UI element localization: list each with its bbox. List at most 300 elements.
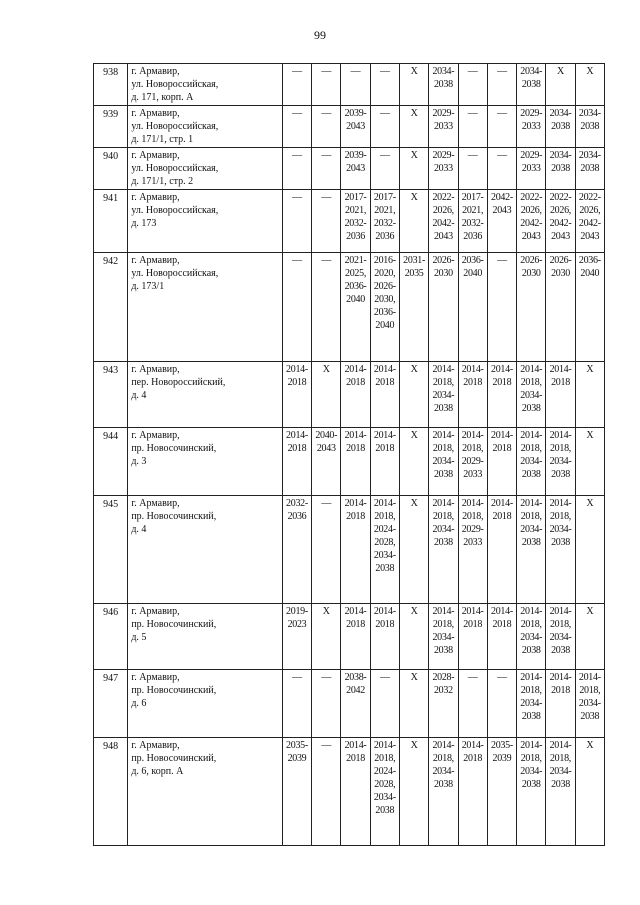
row-number: 943: [94, 362, 128, 428]
period-value: 2038: [433, 469, 453, 480]
period-cell: [341, 253, 370, 362]
period-value: 2038: [551, 779, 570, 790]
period-cell: [282, 428, 311, 496]
address-line: ул. Новороссийская,: [131, 268, 219, 279]
period-value: 2032: [433, 685, 453, 696]
period-value: 2024-: [373, 524, 396, 535]
address-line: пр. Новосочинский,: [131, 619, 217, 630]
period-cell: [399, 362, 428, 428]
period-value: 2018,: [520, 619, 542, 630]
period-value: 2018: [375, 619, 395, 630]
period-cell: [546, 64, 575, 106]
period-value: 2034-: [520, 766, 543, 777]
table-row: [94, 253, 605, 362]
period-value: 2036: [375, 231, 395, 242]
period-value: 2043: [346, 121, 365, 132]
period-cell: [312, 64, 341, 106]
period-cell: [429, 738, 458, 846]
period-cell: [282, 64, 311, 106]
period-value: 2018,: [432, 377, 454, 388]
address-cell: [128, 64, 283, 106]
period-value: 2014-: [520, 740, 543, 751]
period-value: 2014-: [461, 740, 484, 751]
address-cell: [128, 496, 283, 604]
address-line: г. Армавир,: [131, 192, 180, 203]
period-cell: [282, 496, 311, 604]
period-value: 2043: [521, 231, 541, 242]
period-value: 2030: [551, 268, 570, 279]
period-cell: [341, 362, 370, 428]
period-value: 2018: [492, 619, 512, 630]
period-value: 2018: [287, 443, 307, 454]
period-value: 2022-: [432, 192, 455, 203]
period-value: 2040: [346, 294, 365, 305]
period-value: 2034-: [549, 456, 572, 467]
period-cell: [575, 496, 604, 604]
period-value: 2014-: [344, 606, 367, 617]
period-cell: [546, 604, 575, 670]
period-value: 2028,: [374, 779, 396, 790]
period-cell: [546, 670, 575, 738]
period-value: 2033: [433, 121, 453, 132]
address-line: ул. Новороссийская,: [131, 163, 219, 174]
period-value: 2017-: [373, 192, 396, 203]
period-value: 2040-: [315, 430, 338, 441]
period-value: —: [497, 255, 507, 266]
period-value: —: [292, 66, 302, 77]
period-value: 2029-: [520, 150, 543, 161]
period-value: 2018: [551, 685, 570, 696]
table-row: [94, 670, 605, 738]
period-value: 2018: [463, 753, 483, 764]
period-value: —: [321, 498, 332, 509]
address-cell: [128, 362, 283, 428]
period-value: 2014-: [549, 672, 572, 683]
period-value: 2018: [287, 377, 307, 388]
period-cell: [517, 428, 546, 496]
period-value: 2030: [521, 268, 541, 279]
period-cell: [429, 496, 458, 604]
period-value: 2014-: [520, 672, 543, 683]
period-value: 2024-: [373, 766, 396, 777]
address-cell: [128, 738, 283, 846]
row-number: 948: [94, 738, 128, 846]
address-cell: [128, 428, 283, 496]
period-cell: [575, 604, 604, 670]
row-number: 939: [94, 106, 128, 148]
period-cell: [487, 190, 516, 253]
period-value: 2034-: [432, 632, 455, 643]
period-cell: [546, 190, 575, 253]
period-value: 2025,: [345, 268, 367, 279]
period-cell: [341, 604, 370, 670]
period-cell: [370, 106, 399, 148]
address-line: д. 4: [131, 390, 147, 401]
period-value: 2032-: [344, 218, 367, 229]
period-cell: [341, 496, 370, 604]
period-value: 2029-: [520, 108, 543, 119]
period-value: 2021,: [345, 205, 367, 216]
period-cell: [546, 428, 575, 496]
period-cell: [546, 253, 575, 362]
period-cell: [517, 362, 546, 428]
period-value: 2034-: [520, 390, 543, 401]
period-value: 2034-: [520, 66, 543, 77]
period-value: 2038: [433, 537, 453, 548]
period-value: 2033: [521, 121, 541, 132]
period-value: 2018,: [520, 685, 542, 696]
period-cell: [487, 106, 516, 148]
address-line: г. Армавир,: [131, 66, 180, 77]
period-value: 2014-: [549, 740, 572, 751]
period-value: 2030: [433, 268, 453, 279]
period-value: 2018,: [520, 511, 542, 522]
period-cell: [399, 428, 428, 496]
period-value: 2034-: [549, 108, 572, 119]
period-cell: [312, 604, 341, 670]
period-value: 2022-: [578, 192, 601, 203]
period-value: 2018: [375, 443, 395, 454]
period-value: 2038: [551, 469, 570, 480]
period-value: 2036-: [373, 307, 396, 318]
period-cell: [341, 670, 370, 738]
period-value: 2014-: [286, 364, 308, 375]
period-value: —: [292, 108, 302, 119]
period-cell: [341, 190, 370, 253]
period-value: 2039: [287, 753, 307, 764]
period-value: 2029-: [432, 108, 455, 119]
row-number: 944: [94, 428, 128, 496]
address-line: ул. Новороссийская,: [131, 205, 219, 216]
address-line: пр. Новосочинский,: [131, 443, 217, 454]
row-number: 946: [94, 604, 128, 670]
period-value: 2034-: [578, 108, 601, 119]
period-cell: [312, 253, 341, 362]
period-cell: [487, 496, 516, 604]
period-value: 2021-: [344, 255, 367, 266]
address-line: д. 3: [131, 456, 147, 467]
period-cell: [575, 190, 604, 253]
period-value: 2032-: [373, 218, 396, 229]
period-cell: [399, 604, 428, 670]
period-cell: [517, 604, 546, 670]
period-cell: [312, 670, 341, 738]
period-cell: [399, 106, 428, 148]
period-value: 2014-: [373, 364, 396, 375]
period-value: 2028,: [374, 537, 396, 548]
address-line: г. Армавир,: [131, 498, 180, 509]
period-value: 2036-: [578, 255, 601, 266]
period-value: —: [379, 672, 390, 683]
period-cell: [546, 148, 575, 190]
period-cell: [458, 428, 487, 496]
period-value: 2034-: [578, 698, 601, 709]
period-cell: [458, 64, 487, 106]
address-line: г. Армавир,: [131, 672, 180, 683]
period-value: 2018: [346, 377, 365, 388]
address-line: г. Армавир,: [131, 606, 180, 617]
period-value: 2014-: [491, 606, 513, 617]
period-cell: [370, 253, 399, 362]
period-value: —: [379, 108, 390, 119]
period-value: 2038: [521, 403, 541, 414]
period-value: 2019-: [286, 606, 308, 617]
period-value: 2026,: [579, 205, 601, 216]
period-value: 2029-: [461, 456, 484, 467]
address-line: г. Армавир,: [131, 108, 180, 119]
period-value: 2014-: [461, 498, 484, 509]
period-cell: [517, 253, 546, 362]
period-cell: [429, 604, 458, 670]
period-value: 2014-: [432, 364, 455, 375]
period-cell: [458, 106, 487, 148]
period-cell: [546, 106, 575, 148]
period-value: 2014-: [491, 498, 513, 509]
period-cell: [370, 738, 399, 846]
period-value: 2014-: [373, 498, 396, 509]
period-value: 2023: [287, 619, 307, 630]
period-value: Х: [410, 606, 418, 617]
period-value: 2038: [521, 779, 541, 790]
period-value: Х: [322, 606, 330, 617]
period-cell: [458, 670, 487, 738]
period-value: 2018,: [462, 511, 484, 522]
period-cell: [429, 428, 458, 496]
period-cell: [370, 604, 399, 670]
period-value: 2018,: [374, 753, 396, 764]
period-value: 2014-: [520, 498, 543, 509]
period-value: 2034-: [578, 150, 601, 161]
period-value: 2014-: [520, 364, 543, 375]
period-value: 2034-: [432, 66, 455, 77]
period-value: 2014-: [461, 430, 484, 441]
period-value: 2014-: [491, 430, 513, 441]
row-number: 941: [94, 190, 128, 253]
period-value: 2014-: [520, 430, 543, 441]
period-value: 2018,: [549, 753, 571, 764]
period-cell: [429, 148, 458, 190]
address-line: г. Армавир,: [131, 255, 180, 266]
period-cell: [282, 148, 311, 190]
period-value: —: [321, 150, 332, 161]
period-value: 2018: [463, 377, 483, 388]
period-cell: [312, 148, 341, 190]
period-value: 2018: [346, 619, 365, 630]
period-cell: [399, 253, 428, 362]
period-value: Х: [586, 364, 594, 375]
period-value: —: [497, 66, 507, 77]
period-cell: [312, 362, 341, 428]
address-cell: [128, 190, 283, 253]
period-value: 2018,: [549, 443, 571, 454]
period-cell: [312, 738, 341, 846]
table-row: [94, 362, 605, 428]
period-value: 2039: [492, 753, 512, 764]
period-cell: [370, 148, 399, 190]
period-value: 2021,: [462, 205, 484, 216]
period-cell: [575, 362, 604, 428]
period-value: 2032-: [286, 498, 308, 509]
address-cell: [128, 670, 283, 738]
period-cell: [546, 496, 575, 604]
period-value: 2022-: [520, 192, 543, 203]
period-cell: [312, 106, 341, 148]
period-value: —: [321, 740, 332, 751]
period-value: 2040: [580, 268, 600, 279]
period-value: 2028-: [432, 672, 455, 683]
period-cell: [546, 738, 575, 846]
period-value: 2018: [346, 443, 365, 454]
period-value: Х: [586, 606, 594, 617]
period-value: 2026-: [549, 255, 572, 266]
address-line: пр. Новосочинский,: [131, 753, 217, 764]
period-value: 2014-: [373, 740, 396, 751]
period-value: 2026-: [373, 281, 396, 292]
period-cell: [517, 106, 546, 148]
period-value: 2014-: [461, 606, 484, 617]
period-value: 2034-: [520, 524, 543, 535]
period-cell: [517, 148, 546, 190]
period-value: 2017-: [461, 192, 484, 203]
period-value: —: [467, 672, 478, 683]
period-cell: [429, 64, 458, 106]
period-value: 2018: [492, 377, 512, 388]
period-cell: [429, 670, 458, 738]
period-cell: [341, 428, 370, 496]
period-value: Х: [410, 740, 418, 751]
page-number: 99: [314, 28, 326, 42]
period-value: 2033: [463, 537, 483, 548]
period-value: 2016-: [373, 255, 396, 266]
period-value: 2032-: [461, 218, 484, 229]
period-value: —: [497, 108, 507, 119]
period-value: 2038: [433, 645, 453, 656]
period-value: 2038: [521, 711, 541, 722]
period-value: 2043: [580, 231, 600, 242]
period-cell: [282, 362, 311, 428]
period-value: 2042-: [491, 192, 513, 203]
period-value: 2014-: [286, 430, 308, 441]
period-value: Х: [410, 150, 418, 161]
period-value: —: [321, 192, 332, 203]
period-value: 2014-: [432, 740, 455, 751]
period-value: 2018: [346, 511, 365, 522]
period-value: —: [321, 108, 332, 119]
period-cell: [429, 106, 458, 148]
period-cell: [312, 428, 341, 496]
period-cell: [458, 604, 487, 670]
period-value: 2014-: [578, 672, 601, 683]
period-value: —: [292, 672, 302, 683]
period-value: 2020,: [374, 268, 396, 279]
period-value: 2018: [551, 377, 570, 388]
schedule-table: [93, 63, 605, 846]
period-value: 2038: [521, 79, 541, 90]
period-cell: [487, 148, 516, 190]
address-line: г. Армавир,: [131, 740, 180, 751]
period-value: 2018: [492, 511, 512, 522]
period-cell: [370, 190, 399, 253]
period-value: 2036: [346, 231, 365, 242]
period-cell: [458, 362, 487, 428]
period-cell: [312, 496, 341, 604]
period-cell: [429, 190, 458, 253]
period-value: 2018: [463, 619, 483, 630]
period-value: —: [497, 150, 507, 161]
period-value: 2026,: [432, 205, 454, 216]
period-value: —: [379, 150, 390, 161]
period-value: —: [292, 192, 302, 203]
period-cell: [341, 148, 370, 190]
period-value: 2029-: [432, 150, 455, 161]
period-cell: [282, 670, 311, 738]
period-cell: [399, 148, 428, 190]
period-value: 2043: [492, 205, 512, 216]
row-number: 945: [94, 496, 128, 604]
row-number: 947: [94, 670, 128, 738]
period-value: Х: [322, 364, 330, 375]
period-cell: [399, 738, 428, 846]
period-cell: [282, 738, 311, 846]
period-value: 2034-: [549, 766, 572, 777]
address-cell: [128, 253, 283, 362]
address-line: д. 6: [131, 698, 147, 709]
period-value: 2022-: [549, 192, 572, 203]
address-line: пр. Новосочинский,: [131, 511, 217, 522]
period-cell: [399, 190, 428, 253]
period-value: 2043: [346, 163, 365, 174]
period-value: Х: [410, 430, 418, 441]
period-cell: [458, 148, 487, 190]
period-cell: [575, 148, 604, 190]
period-value: 2038: [551, 645, 570, 656]
period-cell: [429, 253, 458, 362]
address-line: д. 6, корп. А: [131, 766, 184, 777]
period-value: 2014-: [344, 498, 367, 509]
address-cell: [128, 604, 283, 670]
period-value: —: [350, 66, 361, 77]
period-value: Х: [410, 672, 418, 683]
period-value: 2018,: [462, 443, 484, 454]
address-line: пер. Новороссийский,: [131, 377, 226, 388]
address-line: д. 171, корп. А: [131, 92, 194, 103]
address-line: д. 4: [131, 524, 147, 535]
period-value: 2038: [433, 403, 453, 414]
period-cell: [370, 496, 399, 604]
period-value: 2042: [346, 685, 365, 696]
period-value: 2033: [521, 163, 541, 174]
period-value: 2043: [316, 443, 336, 454]
period-cell: [575, 428, 604, 496]
period-value: 2014-: [432, 430, 455, 441]
address-line: г. Армавир,: [131, 364, 180, 375]
period-value: 2036: [287, 511, 307, 522]
period-value: 2042-: [432, 218, 455, 229]
period-cell: [458, 496, 487, 604]
period-value: 2038: [580, 121, 600, 132]
period-cell: [370, 670, 399, 738]
period-cell: [282, 604, 311, 670]
period-value: 2043: [551, 231, 570, 242]
period-cell: [399, 496, 428, 604]
table-row: [94, 604, 605, 670]
period-cell: [399, 64, 428, 106]
period-value: 2014-: [491, 364, 513, 375]
table-row: [94, 106, 605, 148]
period-value: 2036-: [344, 281, 367, 292]
period-cell: [517, 64, 546, 106]
period-value: 2014-: [549, 430, 572, 441]
